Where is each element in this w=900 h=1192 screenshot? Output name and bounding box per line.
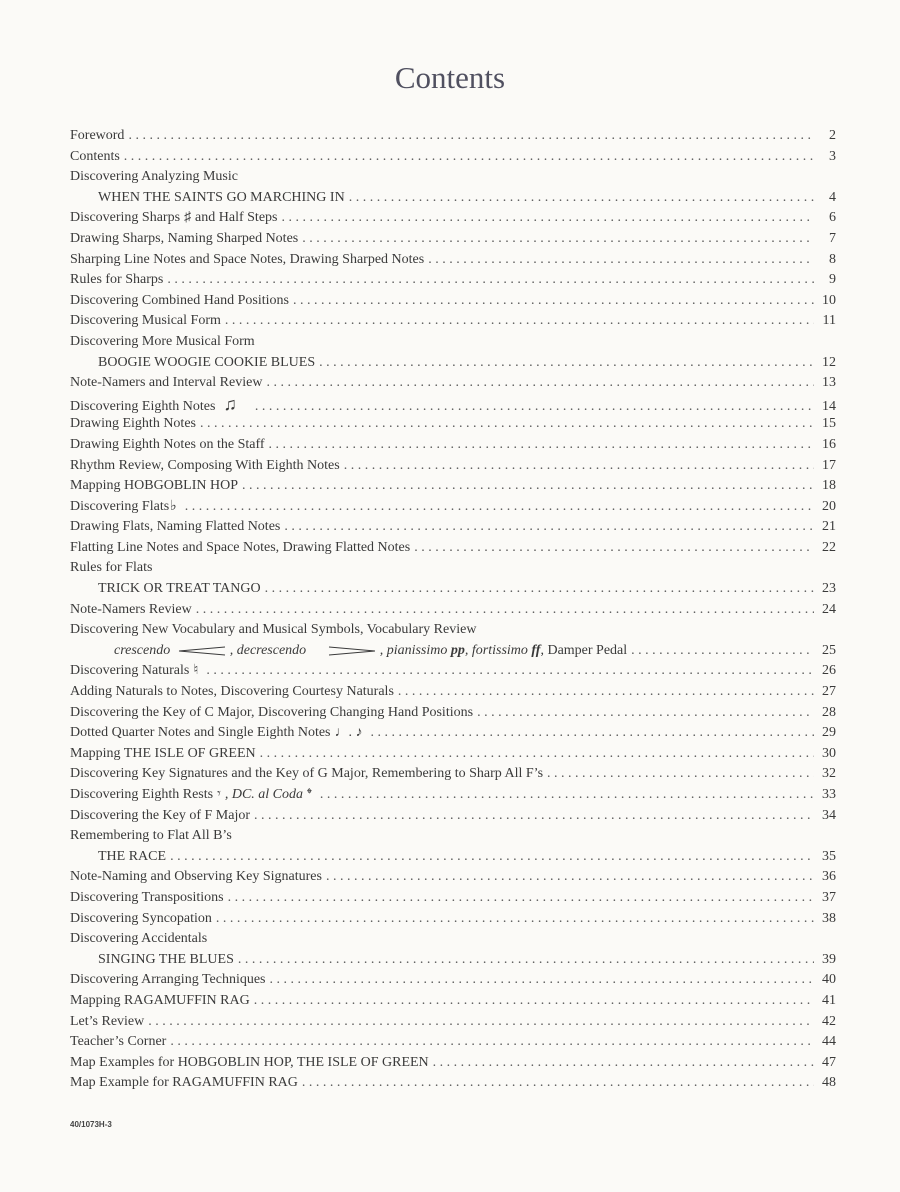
dot-leader [254, 991, 814, 1012]
dot-leader [206, 661, 814, 682]
ff-dynamic-icon: ff [531, 642, 541, 658]
toc-label-text: Discovering Eighth Notes [70, 398, 216, 414]
toc-page-number: 24 [822, 601, 836, 617]
toc-entry-more-form-heading [70, 332, 836, 353]
toc-label: Let’s Review [70, 1013, 145, 1029]
toc-entry-flatting[interactable] [70, 538, 836, 559]
toc-sub-label: BOOGIE WOOGIE COOKIE BLUES [98, 354, 316, 370]
pp-dynamic-icon: pp [450, 642, 465, 658]
toc-label: Discovering Accidentals [70, 931, 208, 947]
dot-leader [320, 785, 814, 806]
toc-label-text: Discovering Naturals [70, 663, 190, 679]
toc-label: Contents [70, 148, 120, 164]
toc-label: Discovering Syncopation [70, 910, 212, 926]
toc-page-number: 8 [829, 251, 836, 267]
toc-label: Remembering to Flat All B’s [70, 828, 232, 844]
toc-entry-key-c[interactable] [70, 703, 836, 724]
toc-label: Map Examples for HOBGOBLIN HOP, THE ISLE OF GREEN [70, 1054, 429, 1070]
dot-leader [428, 250, 814, 271]
toc-page-number: 47 [822, 1054, 836, 1070]
toc-entry-note-namers-interval[interactable] [70, 373, 836, 394]
toc-entry-drawing-eighth-staff[interactable] [70, 435, 836, 456]
toc-entry-boogie[interactable] [70, 353, 836, 374]
toc-entry-drawing-sharps[interactable] [70, 229, 836, 250]
toc-page-number: 2 [829, 128, 836, 143]
toc-entry-rules-flats-heading [70, 558, 836, 579]
dot-leader [284, 517, 814, 538]
toc-page-number: 25 [822, 642, 836, 658]
dot-leader [344, 456, 814, 477]
toc-entry-map-example-rag[interactable] [70, 1073, 836, 1094]
eighth-rest-icon: 𝄾 [217, 787, 221, 802]
dot-leader [170, 847, 814, 868]
dot-leader [293, 291, 814, 312]
dot-leader [167, 270, 814, 291]
dot-leader [225, 311, 814, 332]
toc-page-number: 29 [822, 725, 836, 741]
dot-leader [254, 806, 814, 827]
pianissimo-term: , pianissimo [379, 642, 448, 658]
toc-entry-map-examples[interactable] [70, 1053, 836, 1074]
toc-label: Mapping THE ISLE OF GREEN [70, 745, 256, 761]
toc-page-number: 48 [822, 1075, 836, 1091]
dot-leader [170, 1032, 814, 1053]
toc-page-number: 40 [822, 972, 836, 988]
toc-label [70, 661, 202, 682]
toc-page-number: 32 [822, 766, 836, 782]
toc-sub-label: WHEN THE SAINTS GO MARCHING IN [98, 189, 345, 205]
page-title: Contents [394, 60, 506, 95]
toc-entry-rules-sharps[interactable] [70, 270, 836, 291]
toc-label: Note-Namers Review [70, 601, 192, 617]
toc-label-text: Discovering Sharps [70, 210, 181, 226]
toc-page-number: 23 [822, 581, 836, 597]
toc-page-number: 12 [822, 354, 836, 370]
toc-page-number: 11 [822, 313, 836, 329]
dot-leader [326, 867, 814, 888]
dot-leader [242, 476, 814, 497]
table-of-contents [70, 126, 836, 1094]
decrescendo-hairpin-icon [328, 646, 376, 656]
toc-page-number: 18 [822, 478, 836, 494]
toc-entry-flats[interactable] [70, 497, 836, 518]
toc-entry-arranging[interactable] [70, 970, 836, 991]
toc-sub-label: TRICK OR TREAT TANGO [98, 581, 261, 597]
toc-label: Drawing Eighth Notes on the Staff [70, 436, 265, 452]
dot-leader [266, 373, 814, 394]
flat-icon: ♭ [170, 498, 177, 514]
toc-page-number: 20 [822, 498, 836, 514]
toc-label: Flatting Line Notes and Space Notes, Drawing Flatted Notes [70, 539, 411, 555]
toc-page-number: 34 [822, 807, 836, 823]
dot-leader [216, 909, 814, 930]
toc-page-number: 16 [822, 436, 836, 452]
dot-leader [371, 723, 814, 744]
toc-entry-accidentals-heading [70, 929, 836, 950]
toc-entry-dotted-quarter[interactable] [70, 723, 836, 744]
toc-page-number: 44 [822, 1034, 836, 1050]
dot-leader [414, 538, 814, 559]
toc-label-tail: and Half Steps [195, 210, 278, 226]
toc-label: Rules for Flats [70, 560, 153, 576]
toc-entry-mapping-ragamuffin[interactable] [70, 991, 836, 1012]
dot-leader [547, 764, 814, 785]
toc-label: Mapping HOBGOBLIN HOP [70, 478, 238, 494]
toc-page-number: 13 [822, 375, 836, 391]
toc-entry-sharps[interactable] [70, 208, 836, 229]
dot-leader [319, 353, 814, 374]
toc-entry-naturals[interactable] [70, 661, 836, 682]
toc-entry-transpositions[interactable] [70, 888, 836, 909]
crescendo-hairpin-icon [178, 646, 226, 656]
toc-page-number: 9 [829, 272, 836, 288]
natural-icon: ♮ [193, 663, 199, 679]
toc-label: Note-Namers and Interval Review [70, 375, 263, 391]
toc-label: Discovering Analyzing Music [70, 169, 238, 185]
toc-label: Map Example for RAGAMUFFIN RAG [70, 1075, 298, 1091]
toc-entry-saints[interactable] [70, 188, 836, 209]
toc-label-tail: , DC. al Coda [224, 787, 304, 802]
dot-leader [302, 1073, 814, 1094]
decrescendo-term: , decrescendo [229, 642, 307, 658]
dot-leader [148, 1012, 814, 1033]
dot-leader [260, 744, 814, 765]
toc-label: Drawing Eighth Notes [70, 416, 196, 432]
toc-page-number: 35 [822, 848, 836, 864]
toc-entry-sharping[interactable] [70, 250, 836, 271]
toc-entry-contents[interactable] [70, 147, 836, 168]
toc-sub-label: SINGING THE BLUES [98, 951, 234, 967]
fortissimo-term: , fortissimo [464, 642, 528, 658]
toc-label: Discovering Combined Hand Positions [70, 292, 289, 308]
toc-entry-remember-flat-heading [70, 826, 836, 847]
toc-page-number: 15 [822, 416, 836, 432]
crescendo-term: crescendo [114, 642, 171, 658]
toc-page-number: 22 [822, 539, 836, 555]
toc-label: Foreword [70, 128, 125, 143]
toc-page-number: 42 [822, 1013, 836, 1029]
toc-entry-foreword[interactable] [70, 126, 836, 147]
toc-label: Discovering More Musical Form [70, 333, 255, 349]
toc-page-number: 26 [822, 663, 836, 679]
dot-leader [200, 414, 814, 435]
toc-label: Mapping RAGAMUFFIN RAG [70, 992, 250, 1008]
dot-leader [433, 1053, 814, 1074]
toc-entry-drawing-eighth[interactable] [70, 414, 836, 435]
toc-label: Discovering Arranging Techniques [70, 972, 266, 988]
toc-entry-eighth-notes[interactable] [70, 394, 836, 415]
toc-page-number: 39 [822, 951, 836, 967]
toc-entry-eighth-rests[interactable] [70, 785, 836, 806]
beamed-eighth-notes-icon: ♫ [223, 393, 237, 414]
toc-label-text: Discovering Flats [70, 498, 170, 514]
toc-page-number: 33 [822, 787, 836, 802]
dot-leader [349, 188, 814, 209]
toc-label: Discovering the Key of F Major [70, 807, 251, 823]
sharp-icon: ♯ [184, 210, 192, 226]
toc-entry-trick-or-treat[interactable] [70, 579, 836, 600]
dot-leader [185, 497, 814, 518]
toc-page-number: 38 [822, 910, 836, 926]
dot-leader [265, 579, 814, 600]
damper-pedal-term: , Damper Pedal [540, 642, 628, 658]
toc-entry-combined[interactable] [70, 291, 836, 312]
toc-page-number: 21 [822, 519, 836, 535]
toc-entry-syncopation[interactable] [70, 909, 836, 930]
toc-label: Drawing Flats, Naming Flatted Notes [70, 519, 281, 535]
toc-entry-analyzing-heading [70, 167, 836, 188]
toc-sub-label [114, 641, 627, 662]
dot-leader [302, 229, 814, 250]
toc-entry-singing-blues[interactable] [70, 950, 836, 971]
dot-leader [228, 888, 814, 909]
dot-leader [196, 600, 814, 621]
dot-leader [281, 208, 814, 229]
toc-label: Discovering Key Signatures and the Key of G Major, Remembering to Sharp All F’s [70, 766, 544, 782]
toc-entry-key-signatures[interactable] [70, 764, 836, 785]
dot-leader [270, 970, 815, 991]
dot-leader [124, 147, 814, 168]
toc-entry-note-naming-key[interactable] [70, 867, 836, 888]
toc-entry-musical-form[interactable] [70, 311, 836, 332]
toc-label: Discovering Musical Form [70, 313, 221, 329]
toc-label-text: Dotted Quarter Notes and Single Eighth Notes [70, 725, 331, 741]
toc-page-number: 17 [822, 457, 836, 473]
toc-page-number: 30 [822, 745, 836, 761]
toc-entry-teachers-corner[interactable] [70, 1032, 836, 1053]
toc-page-number: 3 [829, 148, 836, 164]
toc-sub-label: THE RACE [98, 848, 167, 864]
toc-label: Discovering the Key of C Major, Discovering Changing Hand Positions [70, 704, 474, 720]
toc-page-number: 37 [822, 889, 836, 905]
toc-label: Teacher’s Corner [70, 1034, 167, 1050]
toc-entry-vocabulary-heading [70, 620, 836, 641]
toc-label: Discovering Transpositions [70, 889, 224, 905]
dotted-quarter-eighth-icon: ♩. ♪ [334, 725, 363, 741]
toc-entry-note-namers-review[interactable] [70, 600, 836, 621]
toc-entry-key-f[interactable] [70, 806, 836, 827]
coda-icon: 𝄌 [307, 787, 312, 802]
toc-entry-lets-review[interactable] [70, 1012, 836, 1033]
toc-label: Adding Naturals to Notes, Discovering Courtesy Naturals [70, 684, 394, 700]
toc-label [70, 723, 367, 744]
toc-entry-rhythm-review[interactable] [70, 456, 836, 477]
toc-label: Rhythm Review, Composing With Eighth Notes [70, 457, 340, 473]
toc-page-number: 28 [822, 704, 836, 720]
toc-label: Rules for Sharps [70, 272, 164, 288]
toc-label [70, 208, 277, 229]
toc-label [70, 785, 316, 806]
dot-leader [269, 435, 814, 456]
toc-page-number: 10 [822, 292, 836, 308]
toc-page-number: 14 [822, 398, 836, 414]
toc-page-number: 27 [822, 684, 836, 700]
toc-entry-vocabulary-symbols[interactable] [70, 641, 836, 662]
toc-label-text: Discovering Eighth Rests [70, 787, 214, 802]
toc-entry-adding-naturals[interactable] [70, 682, 836, 703]
toc-label: Note-Naming and Observing Key Signatures [70, 869, 322, 885]
toc-entry-drawing-flats[interactable] [70, 517, 836, 538]
dot-leader [238, 950, 814, 971]
toc-label: Drawing Sharps, Naming Sharped Notes [70, 230, 299, 246]
toc-label [70, 497, 181, 518]
toc-entry-mapping-isle[interactable] [70, 744, 836, 765]
toc-page-number: 7 [829, 230, 836, 246]
dot-leader [128, 126, 814, 147]
toc-page-number: 6 [829, 210, 836, 226]
dot-leader [477, 703, 814, 724]
dot-leader [398, 682, 814, 703]
toc-label: Discovering New Vocabulary and Musical Symbols, Vocabulary Review [70, 622, 477, 638]
toc-entry-mapping-hobgoblin[interactable] [70, 476, 836, 497]
dot-leader [631, 641, 814, 662]
footer-catalog-code: 40/1073H-3 [70, 1120, 112, 1129]
toc-label: Sharping Line Notes and Space Notes, Drawing Sharped Notes [70, 251, 425, 267]
toc-page-number: 41 [822, 992, 836, 1008]
toc-page-number: 36 [822, 869, 836, 885]
toc-page-number: 4 [829, 189, 836, 205]
toc-entry-the-race[interactable] [70, 847, 836, 868]
